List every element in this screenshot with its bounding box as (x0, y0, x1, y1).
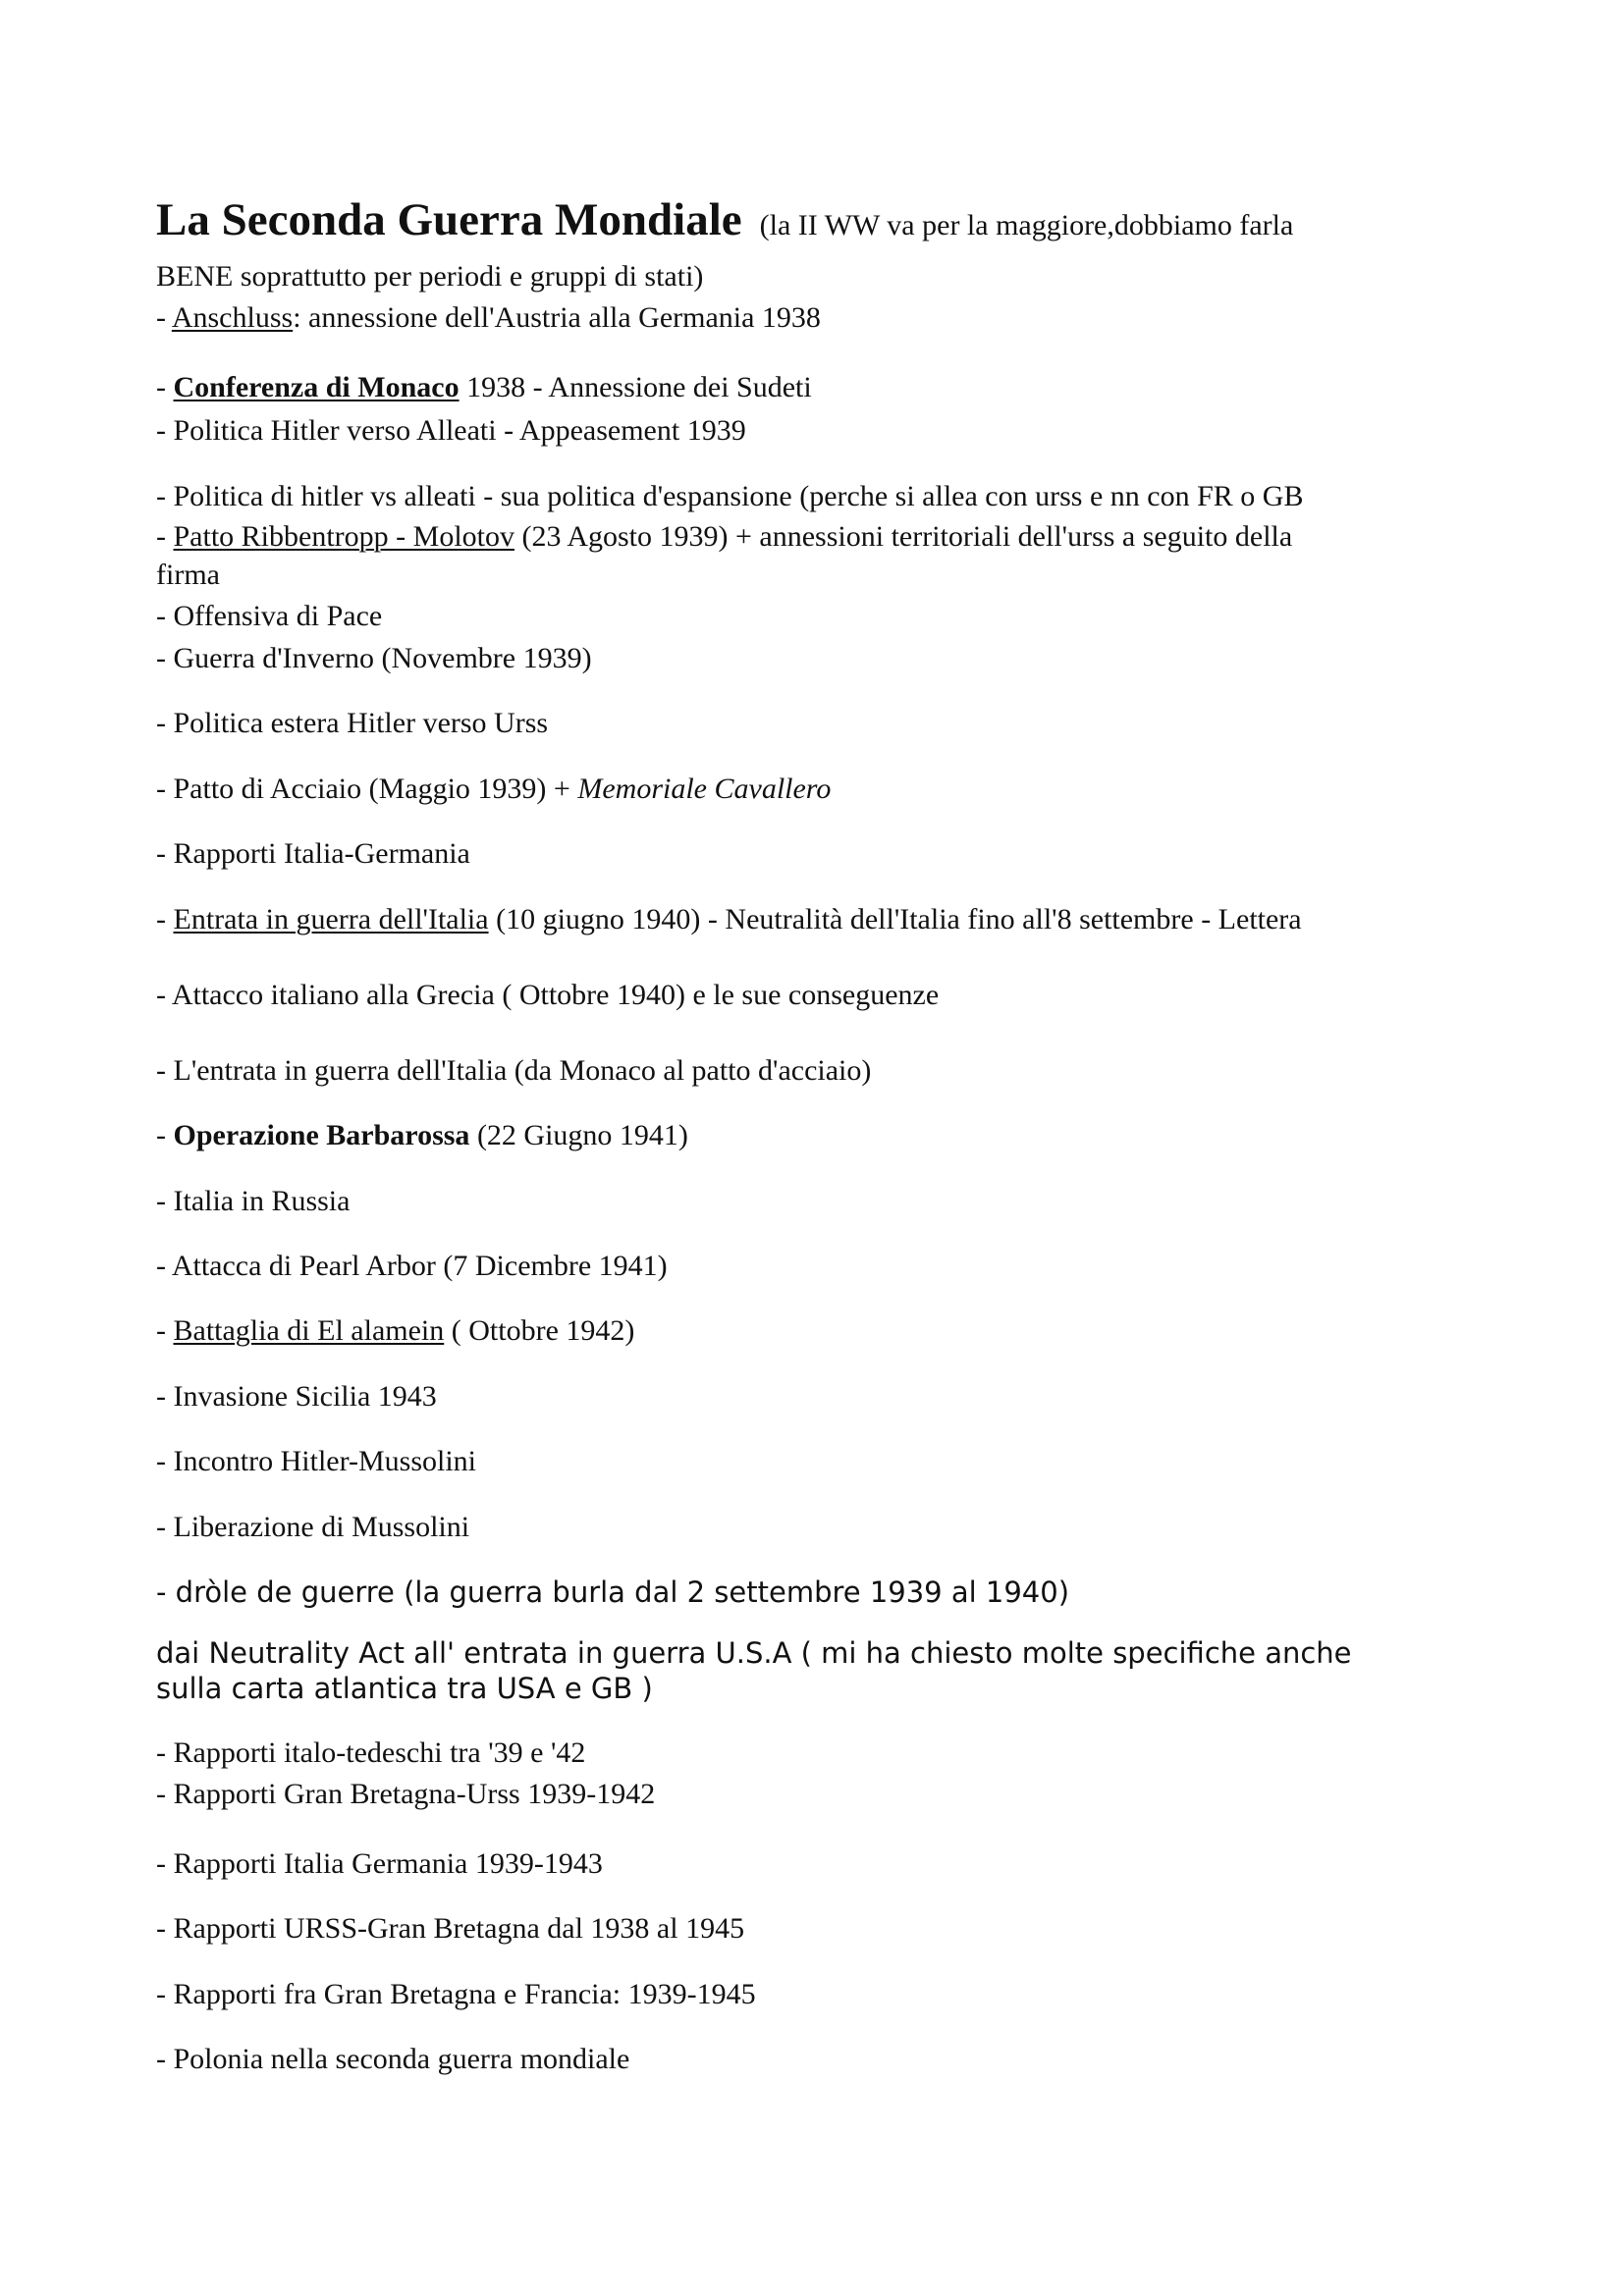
title-note: (la II WW va per la maggiore,dobbiamo farla (759, 209, 1294, 241)
list-item-incontro: - Incontro Hitler-Mussolini (156, 1445, 477, 1477)
list-item-appeasement: - Politica Hitler verso Alleati - Appeasement 1939 (156, 414, 746, 447)
list-item-gb-fr: - Rapporti fra Gran Bretagna e Francia: 1939-1945 (156, 1978, 756, 2010)
list-item-entrata: - Entrata in guerra dell'Italia (10 giugno 1940) - Neutralità dell'Italia fino all'8 settembre - Lettera (156, 903, 1302, 935)
list-item-espansione: - Politica di hitler vs alleati - sua politica d'espansione (perche si allea con urss e nn con FR o GB (156, 480, 1304, 512)
list-item-urss-gb: - Rapporti URSS-Gran Bretagna dal 1938 al 1945 (156, 1912, 745, 1945)
entrata-link-text: Entrata in guerra dell'Italia (173, 903, 489, 935)
list-item-monaco: - Conferenza di Monaco 1938 - Annessione dei Sudeti (156, 371, 812, 403)
anschluss-link-text: Anschluss (171, 301, 294, 334)
list-item-ribbentropp-continued: firma (156, 559, 220, 591)
title-text: La Seconda Guerra Mondiale (156, 194, 742, 245)
list-item-gb-urss: - Rapporti Gran Bretagna-Urss 1939-1942 (156, 1778, 656, 1810)
list-item-pearl: - Attacca di Pearl Arbor (7 Dicembre 1941) (156, 1250, 668, 1282)
list-item-ribbentropp: - Patto Ribbentropp - Molotov (23 Agosto 1939) + annessioni territoriali dell'urss a seguito della (156, 520, 1293, 553)
list-item-italo-tedeschi: - Rapporti italo-tedeschi tra '39 e '42 (156, 1736, 586, 1769)
list-item-urss: - Politica estera Hitler verso Urss (156, 707, 549, 739)
list-item-monaco-acciaio: - L'entrata in guerra dell'Italia (da Monaco al patto d'acciaio) (156, 1054, 872, 1087)
list-item-offensiva: - Offensiva di Pace (156, 600, 383, 632)
page-title (156, 194, 1294, 245)
list-item-rapporti-italia-germania: - Rapporti Italia-Germania (156, 837, 470, 870)
list-item-liberazione: - Liberazione di Mussolini (156, 1511, 470, 1543)
list-item-inverno: - Guerra d'Inverno (Novembre 1939) (156, 642, 592, 674)
monaco-heading-text: Conferenza di Monaco (173, 371, 460, 403)
list-item-barbarossa: - Operazione Barbarossa (22 Giugno 1941) (156, 1119, 688, 1151)
list-item-alamein: - Battaglia di El alamein ( Ottobre 1942) (156, 1314, 635, 1347)
title-note-continued: BENE soprattutto per periodi e gruppi di stati) (156, 260, 704, 293)
ribbentropp-link-text: Patto Ribbentropp - Molotov (173, 520, 514, 553)
list-item-italia-germania-39-43: - Rapporti Italia Germania 1939-1943 (156, 1847, 603, 1880)
list-item-sicilia: - Invasione Sicilia 1943 (156, 1380, 437, 1413)
list-item-neutrality-continued: sulla carta atlantica tra USA e GB ) (156, 1672, 653, 1705)
alamein-link-text: Battaglia di El alamein (173, 1314, 445, 1347)
list-item-russia: - Italia in Russia (156, 1185, 351, 1217)
list-item-acciaio: - Patto di Acciaio (Maggio 1939) + Memoriale Cavallero (156, 773, 832, 805)
barbarossa-bold-text: Operazione Barbarossa (173, 1119, 470, 1151)
list-item-grecia: - Attacco italiano alla Grecia ( Ottobre 1940) e le sue conseguenze (156, 979, 940, 1011)
list-item-anschluss: - Anschluss: annessione dell'Austria alla Germania 1938 (156, 301, 821, 334)
list-item-neutrality: dai Neutrality Act all' entrata in guerra U.S.A ( mi ha chiesto molte specifiche anche (156, 1636, 1352, 1670)
list-item-polonia: - Polonia nella seconda guerra mondiale (156, 2043, 630, 2075)
list-item-drole: - dròle de guerre (la guerra burla dal 2 settembre 1939 al 1940) (156, 1575, 1070, 1609)
memoriale-italic-text: Memoriale Cavallero (577, 773, 832, 805)
